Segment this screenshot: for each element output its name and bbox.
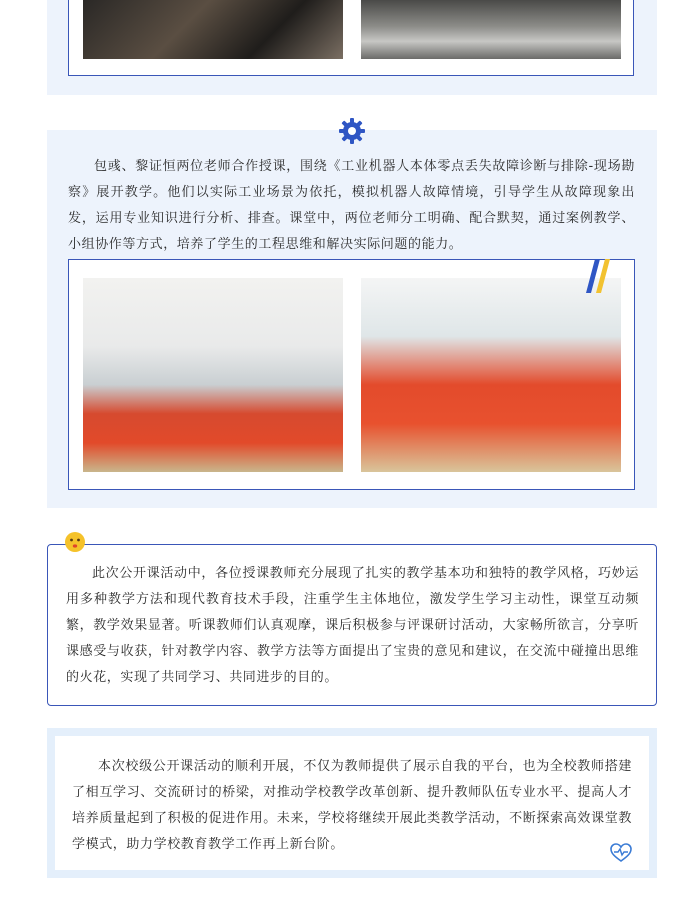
workshop-photo-2 <box>361 0 621 59</box>
gear-icon <box>338 117 366 145</box>
heart-pulse-icon <box>610 843 632 863</box>
classroom-photo-3 <box>83 278 343 472</box>
summary-paragraph: 本次校级公开课活动的顺利开展，不仅为教师提供了展示自我的平台，也为全校教师搭建了相互学习、交流研讨的桥梁，对推动学校教学改革创新、提升教师队伍专业水平、提高人才培养质量起到了积极的促进作用。未来，学校将继续开展此类教学活动，不断探索高效课堂教学模式，助力学校教育教学工作再上新台阶。 <box>72 759 632 852</box>
decorative-slash-icon <box>585 257 615 295</box>
activity-paragraph: 包彧、黎证恒两位老师合作授课，围绕《工业机器人本体零点丢失故障诊断与排除-现场勘察》展开教学。他们以实际工业场景为依托，模拟机器人故障情境，引导学生从故障现象出发，运用专业知识进行分析、排查。课堂中，两位老师分工明确、配合默契，通过案例教学、小组协作等方式，培养了学生的工程思维和解决实际问题的能力。 <box>68 159 635 252</box>
smile-emoji-icon <box>64 531 86 553</box>
classroom-photo-1 <box>83 0 343 59</box>
review-paragraph: 此次公开课活动中，各位授课教师充分展现了扎实的教学基本功和独特的教学风格，巧妙运用多种教学方法和现代教育技术手段，注重学生主体地位，激发学生学习主动性，课堂互动频繁，教学效果显著。听课教师们认真观摩，课后积极参与评课研讨活动，大家畅所欲言，分享听课感受与收获，针对教学内容、教学方法等方面提出了宝贵的意见和建议，在交流中碰撞出思维的火花，实现了共同学习、共同进步的目的。 <box>66 566 639 685</box>
classroom-photo-4 <box>361 278 621 472</box>
